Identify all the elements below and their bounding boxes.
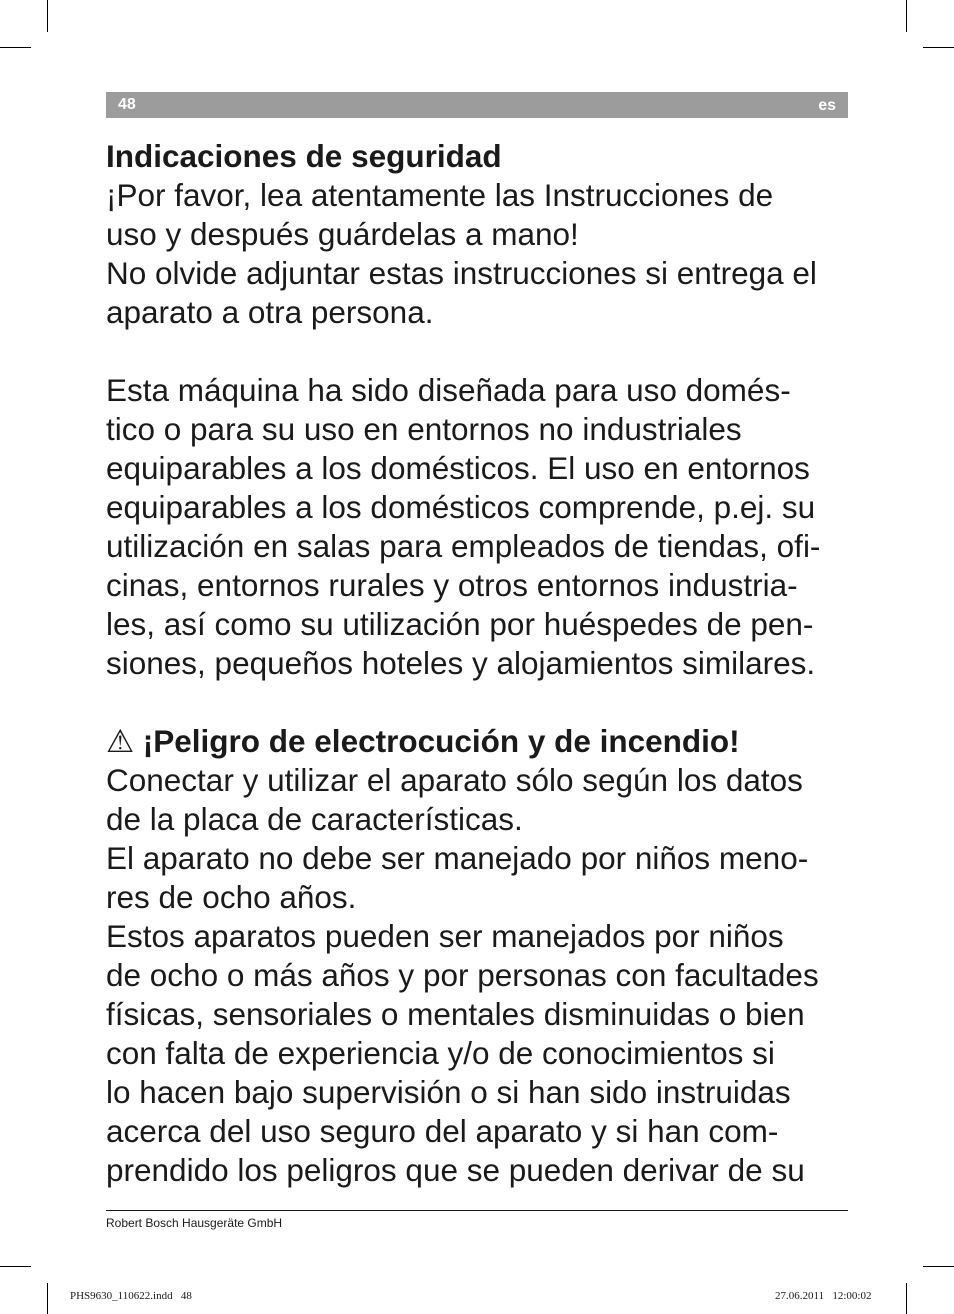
crop-mark (0, 47, 31, 48)
print-slug-file: PHS9630_110622.indd 48 (70, 1290, 192, 1302)
paragraph-spacer (106, 332, 866, 371)
text-line: Estos aparatos pueden ser manejados por niños (106, 918, 784, 954)
crop-mark (47, 1283, 48, 1314)
text-line: lo hacen bajo supervisión o si han sido instruidas (106, 1074, 791, 1110)
section-heading: Indicaciones de seguridad (106, 138, 502, 174)
text-line: Esta máquina ha sido diseñada para uso domés- (106, 372, 791, 408)
paragraph-spacer (106, 683, 866, 722)
text-line: de la placa de características. (106, 801, 523, 837)
text-line: equiparables a los domésticos. El uso en entornos (106, 450, 810, 486)
crop-mark (923, 1266, 954, 1267)
print-slug-timestamp: 27.06.2011 12:00:02 (775, 1290, 872, 1302)
warning-triangle-icon: ⚠ (106, 723, 135, 759)
text-line: utilización en salas para empleados de tiendas, ofi- (106, 528, 821, 564)
text-line: ¡Por favor, lea atentamente las Instrucciones de (106, 177, 774, 213)
text-line: cinas, entornos rurales y otros entornos industria- (106, 567, 798, 603)
text-line: equiparables a los domésticos comprende, p.ej. su (106, 489, 816, 525)
crop-mark (906, 1283, 907, 1314)
text-line: siones, pequeños hoteles y alojamientos similares. (106, 645, 816, 681)
text-line: res de ocho años. (106, 879, 357, 915)
text-line: aparato a otra persona. (106, 294, 434, 330)
language-code: es (818, 97, 836, 114)
text-line: con falta de experiencia y/o de conocimientos si (106, 1035, 775, 1071)
crop-mark (47, 0, 48, 32)
footer-company: Robert Bosch Hausgeräte GmbH (106, 1216, 283, 1230)
crop-mark (906, 0, 907, 32)
crop-mark (923, 47, 954, 48)
text-line: físicas, sensoriales o mentales disminuidas o bien (106, 996, 805, 1032)
text-line: acerca del uso seguro del aparato y si han com- (106, 1113, 779, 1149)
text-line: Conectar y utilizar el aparato sólo según los datos (106, 762, 803, 798)
text-line: de ocho o más años y por personas con facultades (106, 957, 819, 993)
crop-mark (0, 1266, 31, 1267)
warning-title: ¡Peligro de electrocución y de incendio! (142, 723, 740, 759)
warning-heading (106, 722, 866, 761)
page-content (106, 137, 866, 1190)
text-line: les, así como su utilización por huéspedes de pen- (106, 606, 814, 642)
footer-divider (106, 1210, 848, 1211)
text-line: uso y después guárdelas a mano! (106, 216, 579, 252)
text-line: prendido los peligros que se pueden derivar de su (106, 1152, 805, 1188)
page-header-bar (106, 92, 848, 118)
text-line: El aparato no debe ser manejado por niños meno- (106, 840, 809, 876)
page-number: 48 (118, 96, 136, 113)
text-line: No olvide adjuntar estas instrucciones si entrega el (106, 255, 817, 291)
text-line: tico o para su uso en entornos no industriales (106, 411, 742, 447)
